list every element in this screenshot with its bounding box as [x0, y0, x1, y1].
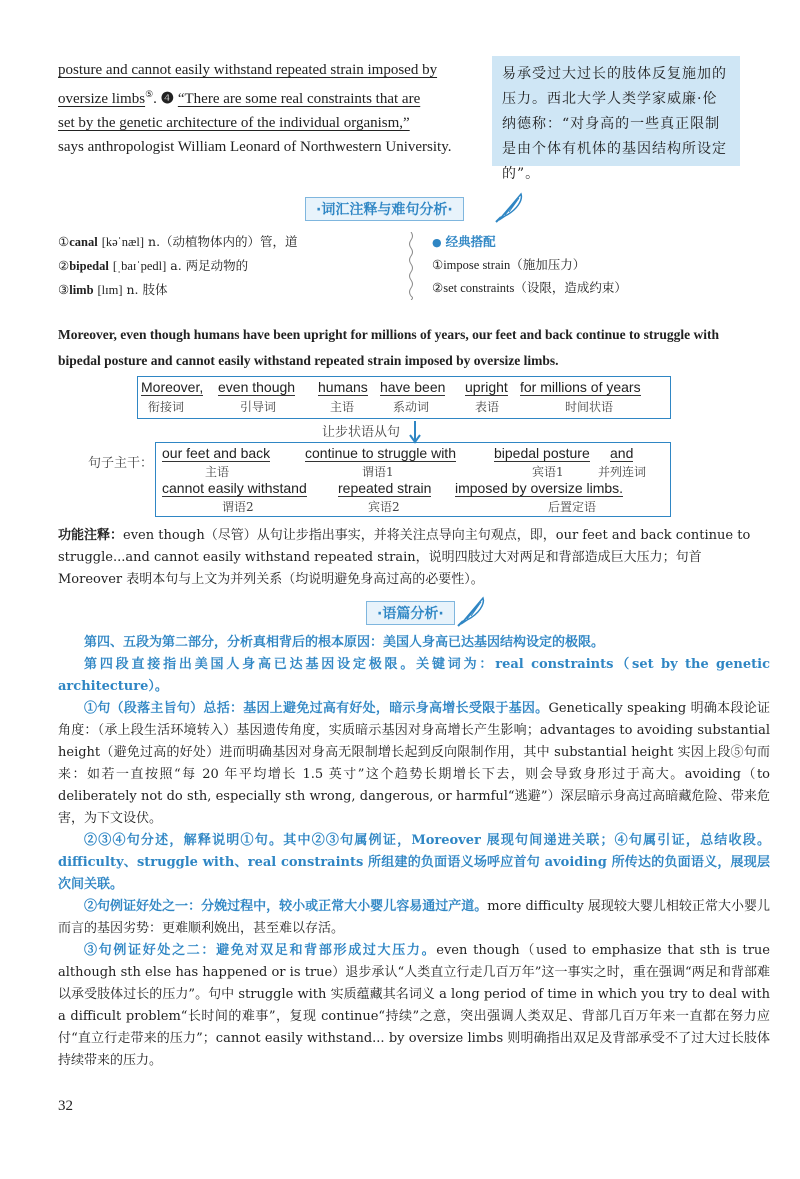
analysis-body: more difficulty 展现较大婴儿相较正常大小婴儿而言的基因劣势：更难顺利娩出，甚至难以存活。 — [58, 899, 770, 936]
collocation-item: ①impose strain（施加压力） — [432, 258, 586, 272]
function-note-text: even though（尽管）从句让步指出事实，并将关注点导向主句观点，即，our feet and back continue to struggle...and cannot easily withstand repeated strain，说明四肢过大对两足和背部造成巨大压力；句首 Moreover 表明本句与上文为并列关系（均说明避免身高过高的必要性）。 — [58, 528, 751, 587]
analysis-heading: ①句（段落主旨句）总括：基因上避免过高有好处，暗示身高增长受限于基因。 — [84, 701, 549, 716]
vocab-item — [58, 254, 298, 278]
vocab-list — [58, 230, 298, 302]
collocations — [432, 230, 627, 300]
clause-label: 后置定语 — [548, 500, 597, 514]
vocab-word: canal — [69, 235, 98, 249]
vocab-num: ② — [58, 258, 70, 273]
clause-label: 系动词 — [393, 400, 430, 414]
vocab-num: ③ — [58, 282, 70, 297]
clause-word: have been — [380, 379, 446, 395]
arrow-label: 让步状语从句 — [322, 425, 401, 440]
clause-label: 谓语2 — [222, 500, 254, 514]
sentence-number: ❹ — [160, 91, 175, 107]
passage-text: oversize limbs — [58, 91, 146, 107]
passage-text: “There are some real constraints that are — [177, 91, 421, 107]
clause-word: continue to struggle with — [305, 445, 456, 461]
clause-label: 引导词 — [240, 400, 277, 414]
clause-label: 主语 — [205, 465, 230, 479]
clause-label: 宾语2 — [368, 500, 400, 514]
clause-word: upright — [465, 379, 508, 395]
clause-word: our feet and back — [162, 445, 271, 461]
clause-label: 主语 — [330, 400, 355, 414]
section-title-discourse: ·语篇分析· — [366, 601, 455, 625]
clause-label: 谓语1 — [362, 465, 394, 479]
clause-label: 时间状语 — [565, 400, 614, 414]
down-arrow-icon — [408, 420, 422, 444]
vocab-word: bipedal — [69, 259, 109, 273]
vocab-word: limb — [69, 283, 94, 297]
analysis-body: Genetically speaking 明确本段论证角度：（承上段生活环境转入）基因遗传角度，实质暗示基因对身高增长产生影响；advantages to avoiding substantial height（避免过高的好处）进而明确基因对身高无限制增长起到反向限制作用，其中 substantial height 实因上段⑤句而来：如若一直按照“每 20 年平均增长 1.5 英寸”这个趋势长期增长下去，则会导致身形过于高大。avoiding（to deliberately not do sth, especially sth wrong, dangerous, or harmful“逃避”）深层暗示身高过高暗藏危险、带来危害，为下文设伏。 — [58, 701, 770, 826]
analysis-paragraph — [58, 896, 770, 940]
passage-line: says anthropologist William Leonard of Northwestern University. — [58, 139, 452, 155]
vocab-definition: n. 肢体 — [126, 282, 168, 297]
clause-word: bipedal posture — [494, 445, 590, 461]
clause-word: repeated strain — [338, 480, 432, 496]
vocab-phonetic: [kəˈnæl] — [101, 235, 145, 249]
section-title-vocab: ·词汇注释与难句分析· — [305, 197, 464, 221]
vocab-item — [58, 230, 298, 254]
function-note-label: 功能注释： — [58, 528, 124, 543]
vocab-phonetic: [lɪm] — [97, 283, 123, 297]
clause-word: Moreover, — [141, 379, 204, 395]
clause-word: humans — [318, 379, 368, 395]
vocab-definition: a. 两足动物的 — [170, 258, 249, 273]
footnote-marker: ⑤ — [145, 89, 154, 99]
quill-icon — [493, 190, 527, 224]
passage-line: posture and cannot easily withstand repeated strain imposed by — [58, 62, 438, 78]
page-number: 32 — [58, 1098, 73, 1114]
passage-line: oversize limbs⑤. ❹ “There are some real constraints that are — [58, 89, 421, 107]
clause-label: 并列连词 — [598, 465, 647, 479]
collocation-heading — [432, 230, 627, 254]
clause-word: cannot easily withstand — [162, 480, 307, 496]
quill-icon — [455, 594, 489, 628]
analysis-heading: ②句例证好处之一：分娩过程中，较小或正常大小婴儿容易通过产道。 — [84, 899, 488, 914]
analysis-heading: ③句例证好处之二：避免对双足和背部形成过大压力。 — [84, 943, 437, 958]
main-clause-label: 句子主干： — [88, 456, 154, 471]
passage-english — [58, 58, 480, 159]
clause-word: for millions of years — [520, 379, 641, 395]
vocab-phonetic: [ˌbaɪˈpedl] — [112, 259, 167, 273]
vocab-item — [58, 278, 298, 302]
clause-label: 表语 — [475, 400, 500, 414]
collocation-item: ②set constraints（设限，造成约束） — [432, 281, 627, 295]
spiral-divider — [408, 232, 414, 300]
key-sentence: Moreover, even though humans have been upright for millions of years, our feet and back continue to struggle with bipedal posture and cannot easily withstand repeated strain imposed by oversize limbs. — [58, 327, 720, 368]
passage-translation: 易承受过大过长的肢体反复施加的压力。西北大学人类学家威廉·伦纳德称：“对身高的一些真正限制是由个体有机体的基因结构所设定的”。 — [492, 56, 740, 166]
collocation-title: 经典搭配 — [445, 234, 496, 249]
function-note — [58, 525, 758, 591]
clause-word: imposed by oversize limbs. — [455, 480, 624, 496]
analysis-paragraph: 第四段直接指出美国人身高已达基因设定极限。关键词为：real constraints（set by the genetic architecture）。 — [58, 657, 770, 694]
analysis-paragraph — [58, 940, 770, 1072]
analysis-paragraph — [58, 698, 770, 830]
clause-label: 宾语1 — [532, 465, 564, 479]
analysis-paragraph: 第四、五段为第二部分，分析真相背后的根本原因：美国人身高已达基因结构设定的极限。 — [84, 635, 605, 650]
analysis-body: even though（used to emphasize that sth is true although sth else has happened or is true）退步承认“人类直立行走几百万年”这一事实之时，重在强调“两足和背部难以承受肢体过长的压力”。句中 struggle with 实质蕴藏其名词义 a long period of time in which you try to deal with a difficult problem“长时间的难事”，复现 continue“持续”之意，突出强调人类双足、背部几百万年来一直都在努力应付“直立行走带来的压力”；cannot easily withstand... by oversize limbs 则明确指出双足及背部承受不了过大过长肢体持续带来的压力。 — [58, 943, 770, 1068]
clause-label: 衔接词 — [148, 400, 185, 414]
bullet-icon: ● — [432, 236, 442, 249]
analysis-paragraph: ②③④句分述，解释说明①句。其中②③句属例证，Moreover 展现句间递进关联；④句属引证，总结收段。difficulty、struggle with、real constraints 所组建的负面语义场呼应首句 avoiding 所传达的负面语义，展现层次间关联。 — [58, 833, 770, 892]
clause-word: even though — [218, 379, 296, 395]
vocab-num: ① — [58, 234, 70, 249]
vocab-definition: n.（动植物体内的）管，道 — [148, 234, 298, 249]
clause-word: and — [610, 445, 634, 461]
discourse-analysis — [58, 632, 770, 1072]
passage-line: set by the genetic architecture of the individual organism,” — [58, 115, 410, 131]
